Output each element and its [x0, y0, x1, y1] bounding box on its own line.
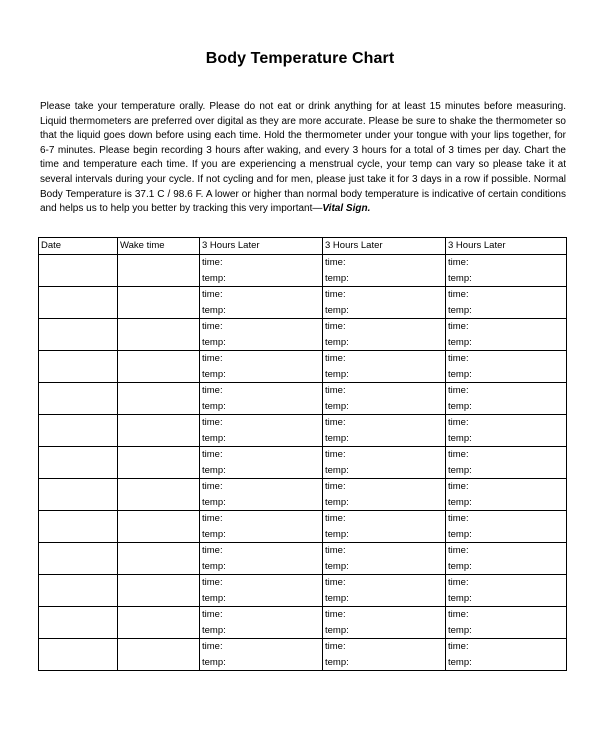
temp-label: temp:: [448, 656, 472, 668]
temperature-log-table: [38, 237, 567, 671]
header-date: Date: [39, 238, 118, 255]
reading-1-cell[interactable]: [200, 287, 323, 319]
reading-3-cell[interactable]: [446, 511, 567, 543]
time-label: time:: [325, 641, 346, 652]
reading-1-cell[interactable]: [200, 479, 323, 511]
temp-label: temp:: [448, 400, 472, 412]
wake-time-cell[interactable]: [118, 351, 200, 383]
reading-2-cell[interactable]: [323, 447, 446, 479]
reading-1-cell[interactable]: [200, 607, 323, 639]
time-label: time:: [448, 577, 469, 588]
wake-time-cell[interactable]: [118, 319, 200, 351]
reading-2-cell[interactable]: [323, 319, 446, 351]
date-cell[interactable]: [39, 575, 118, 607]
temp-label: temp:: [325, 368, 349, 380]
time-label: time:: [325, 257, 346, 268]
temp-label: temp:: [448, 624, 472, 636]
temp-label: temp:: [448, 592, 472, 604]
table-header-row: [39, 238, 567, 255]
temp-label: temp:: [325, 336, 349, 348]
temp-label: temp:: [202, 656, 226, 668]
wake-time-cell[interactable]: [118, 543, 200, 575]
time-label: time:: [325, 449, 346, 460]
time-label: time:: [202, 321, 223, 332]
reading-2-cell[interactable]: [323, 415, 446, 447]
temp-label: temp:: [325, 496, 349, 508]
reading-2-cell[interactable]: [323, 255, 446, 287]
table-body: [39, 255, 567, 671]
reading-2-cell[interactable]: [323, 351, 446, 383]
time-label: time:: [448, 545, 469, 556]
time-label: time:: [325, 513, 346, 524]
temp-label: temp:: [325, 592, 349, 604]
date-cell[interactable]: [39, 415, 118, 447]
time-label: time:: [202, 481, 223, 492]
wake-time-cell[interactable]: [118, 415, 200, 447]
table-row: [39, 543, 567, 575]
reading-3-cell[interactable]: [446, 479, 567, 511]
vital-sign-emphasis: Vital Sign.: [322, 203, 371, 215]
temp-label: temp:: [202, 400, 226, 412]
table-row: [39, 607, 567, 639]
temp-label: temp:: [448, 560, 472, 572]
time-label: time:: [202, 641, 223, 652]
temp-label: temp:: [448, 272, 472, 284]
time-label: time:: [325, 385, 346, 396]
reading-1-cell[interactable]: [200, 383, 323, 415]
table-row: [39, 447, 567, 479]
reading-1-cell[interactable]: [200, 255, 323, 287]
time-label: time:: [202, 353, 223, 364]
reading-2-cell[interactable]: [323, 639, 446, 671]
header-3-hours-later-1: 3 Hours Later: [200, 238, 323, 255]
reading-3-cell[interactable]: [446, 447, 567, 479]
temp-label: temp:: [202, 624, 226, 636]
time-label: time:: [325, 545, 346, 556]
temp-label: temp:: [325, 400, 349, 412]
table-row: [39, 479, 567, 511]
time-label: time:: [202, 513, 223, 524]
date-cell[interactable]: [39, 447, 118, 479]
table-row: [39, 255, 567, 287]
date-cell[interactable]: [39, 319, 118, 351]
time-label: time:: [448, 641, 469, 652]
reading-2-cell[interactable]: [323, 607, 446, 639]
reading-1-cell[interactable]: [200, 543, 323, 575]
reading-3-cell[interactable]: [446, 351, 567, 383]
time-label: time:: [448, 481, 469, 492]
instructions-text: Please take your temperature orally. Please do not eat or drink anything for at least 15 minutes before measuring. Liquid thermometers are preferred over digital as they are more accurate. Please be sure to shake the thermometer so that the liquid goes down before using each time. Hold the thermometer under your tongue with your lips together, for 6-7 minutes. Please begin recording 3 hours after waking, and every 3 hours for a total of 3 times per day. Chart the time and temperature each time. If you are experiencing a menstrual cycle, your temp can vary so please take it at several intervals during your cycle. If not cycling and for men, please just take it for 3 days in a row if possible. Normal Body Temperature is 37.1 C / 98.6 F. A lower or higher than normal body temperature is indicative of certain conditions and helps us to help you better by tracking this very important—: [40, 101, 566, 215]
wake-time-cell[interactable]: [118, 575, 200, 607]
temp-label: temp:: [448, 496, 472, 508]
time-label: time:: [202, 609, 223, 620]
wake-time-cell[interactable]: [118, 447, 200, 479]
wake-time-cell[interactable]: [118, 511, 200, 543]
time-label: time:: [202, 417, 223, 428]
wake-time-cell[interactable]: [118, 255, 200, 287]
time-label: time:: [202, 449, 223, 460]
date-cell[interactable]: [39, 479, 118, 511]
header-3-hours-later-2: 3 Hours Later: [323, 238, 446, 255]
temp-label: temp:: [202, 368, 226, 380]
temp-label: temp:: [202, 560, 226, 572]
reading-3-cell[interactable]: [446, 543, 567, 575]
date-cell[interactable]: [39, 543, 118, 575]
reading-1-cell[interactable]: [200, 639, 323, 671]
time-label: time:: [448, 257, 469, 268]
temp-label: temp:: [325, 624, 349, 636]
time-label: time:: [325, 289, 346, 300]
time-label: time:: [325, 609, 346, 620]
temp-label: temp:: [448, 304, 472, 316]
reading-2-cell[interactable]: [323, 383, 446, 415]
temp-label: temp:: [448, 336, 472, 348]
temp-label: temp:: [202, 528, 226, 540]
reading-1-cell[interactable]: [200, 447, 323, 479]
reading-3-cell[interactable]: [446, 415, 567, 447]
time-label: time:: [202, 545, 223, 556]
reading-2-cell[interactable]: [323, 479, 446, 511]
time-label: time:: [202, 257, 223, 268]
table-row: [39, 639, 567, 671]
temp-label: temp:: [202, 464, 226, 476]
time-label: time:: [448, 289, 469, 300]
time-label: time:: [448, 513, 469, 524]
header-3-hours-later-3: 3 Hours Later: [446, 238, 567, 255]
time-label: time:: [448, 321, 469, 332]
time-label: time:: [325, 353, 346, 364]
wake-time-cell[interactable]: [118, 479, 200, 511]
wake-time-cell[interactable]: [118, 287, 200, 319]
temp-label: temp:: [448, 432, 472, 444]
temp-label: temp:: [325, 464, 349, 476]
temp-label: temp:: [202, 592, 226, 604]
reading-3-cell[interactable]: [446, 607, 567, 639]
time-label: time:: [448, 417, 469, 428]
reading-2-cell[interactable]: [323, 543, 446, 575]
time-label: time:: [448, 385, 469, 396]
time-label: time:: [448, 353, 469, 364]
temp-label: temp:: [202, 336, 226, 348]
reading-3-cell[interactable]: [446, 639, 567, 671]
table-row: [39, 319, 567, 351]
table-row: [39, 575, 567, 607]
temp-label: temp:: [325, 656, 349, 668]
header-wake-time: Wake time: [118, 238, 200, 255]
time-label: time:: [448, 449, 469, 460]
table-row: [39, 383, 567, 415]
time-label: time:: [202, 577, 223, 588]
reading-3-cell[interactable]: [446, 383, 567, 415]
temp-label: temp:: [202, 432, 226, 444]
date-cell[interactable]: [39, 351, 118, 383]
reading-2-cell[interactable]: [323, 575, 446, 607]
temp-label: temp:: [202, 272, 226, 284]
reading-1-cell[interactable]: [200, 319, 323, 351]
temp-label: temp:: [325, 560, 349, 572]
temp-label: temp:: [325, 528, 349, 540]
time-label: time:: [325, 577, 346, 588]
table-row: [39, 415, 567, 447]
time-label: time:: [325, 481, 346, 492]
date-cell[interactable]: [39, 511, 118, 543]
reading-3-cell[interactable]: [446, 287, 567, 319]
time-label: time:: [202, 289, 223, 300]
temp-label: temp:: [202, 496, 226, 508]
table-row: [39, 511, 567, 543]
wake-time-cell[interactable]: [118, 607, 200, 639]
time-label: time:: [448, 609, 469, 620]
temp-label: temp:: [325, 432, 349, 444]
reading-1-cell[interactable]: [200, 575, 323, 607]
reading-2-cell[interactable]: [323, 511, 446, 543]
table-row: [39, 287, 567, 319]
date-cell[interactable]: [39, 383, 118, 415]
time-label: time:: [202, 385, 223, 396]
wake-time-cell[interactable]: [118, 639, 200, 671]
date-cell[interactable]: [39, 639, 118, 671]
reading-1-cell[interactable]: [200, 415, 323, 447]
reading-3-cell[interactable]: [446, 319, 567, 351]
temp-label: temp:: [448, 528, 472, 540]
temp-label: temp:: [448, 464, 472, 476]
date-cell[interactable]: [39, 287, 118, 319]
reading-2-cell[interactable]: [323, 287, 446, 319]
time-label: time:: [325, 321, 346, 332]
temp-label: temp:: [202, 304, 226, 316]
wake-time-cell[interactable]: [118, 383, 200, 415]
date-cell[interactable]: [39, 255, 118, 287]
temp-label: temp:: [325, 272, 349, 284]
reading-3-cell[interactable]: [446, 255, 567, 287]
document-title: Body Temperature Chart: [205, 50, 395, 67]
table-row: [39, 351, 567, 383]
reading-3-cell[interactable]: [446, 575, 567, 607]
reading-1-cell[interactable]: [200, 511, 323, 543]
date-cell[interactable]: [39, 607, 118, 639]
time-label: time:: [325, 417, 346, 428]
reading-1-cell[interactable]: [200, 351, 323, 383]
instructions-paragraph: [40, 100, 566, 217]
temp-label: temp:: [325, 304, 349, 316]
temp-label: temp:: [448, 368, 472, 380]
